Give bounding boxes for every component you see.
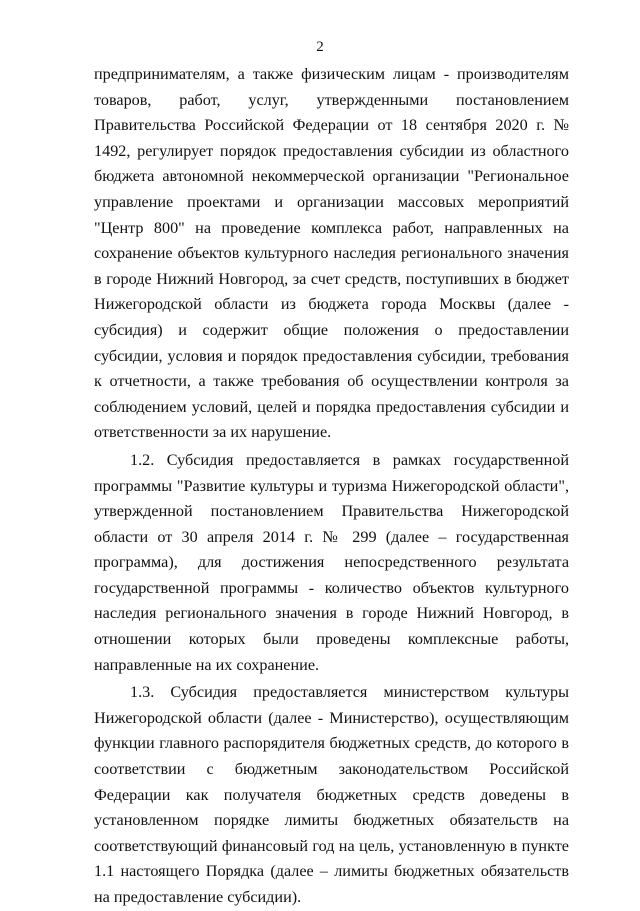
paragraph-1-2: 1.2. Субсидия предоставляется в рамках государственной программы "Развитие культуры и туризма Нижегородской области", утвержденной постановлением Правительства Нижегородской области от 30 апреля 2014 г. № 299 (далее – государственная программа), для достижения непосредственного результата государственной программы - количество объектов культурного наследия регионального значения в городе Нижний Новгород, в отношении которых были проведены комплексные работы, направленные на их сохранение. — [94, 450, 569, 674]
paragraph-continuation: предпринимателям, а также физическим лицам - производителям товаров, работ, услуг, утвержденными постановлением Правительства Российской Федерации от 18 сентября 2020 г. № 1492, регулирует порядок предоставления субсидии из областного бюджета автономной некоммерческой организации "Региональное управление проектами и организации массовых мероприятий "Центр 800" на проведение комплекса работ, направленных на сохранение объектов культурного наследия регионального значения в городе Нижний Новгород, за счет средств, поступивших в бюджет Нижегородской области из бюджета города Москвы (далее - субсидия) и содержит общие положения о предоставлении субсидии, условия и порядок предоставления субсидии, требования к отчетности, а также требования об осуществлении контроля за соблюдением условий, целей и порядка предоставления субсидии и ответственности за их нарушение. — [94, 65, 569, 442]
document-body — [94, 62, 569, 911]
paragraph-1-3: 1.3. Субсидия предоставляется министерством культуры Нижегородской области (далее - Министерство), осуществляющим функции главного распорядителя бюджетных средств, до которого в соответствии с бюджетным законодательством Российской Федерации как получателя бюджетных средств доведены в установленном порядке лимиты бюджетных обязательств на соответствующий финансовый год на цель, установленную в пункте 1.1 настоящего Порядка (далее – лимиты бюджетных обязательств на предоставление субсидии). — [94, 683, 569, 906]
page-number: 2 — [316, 39, 324, 55]
